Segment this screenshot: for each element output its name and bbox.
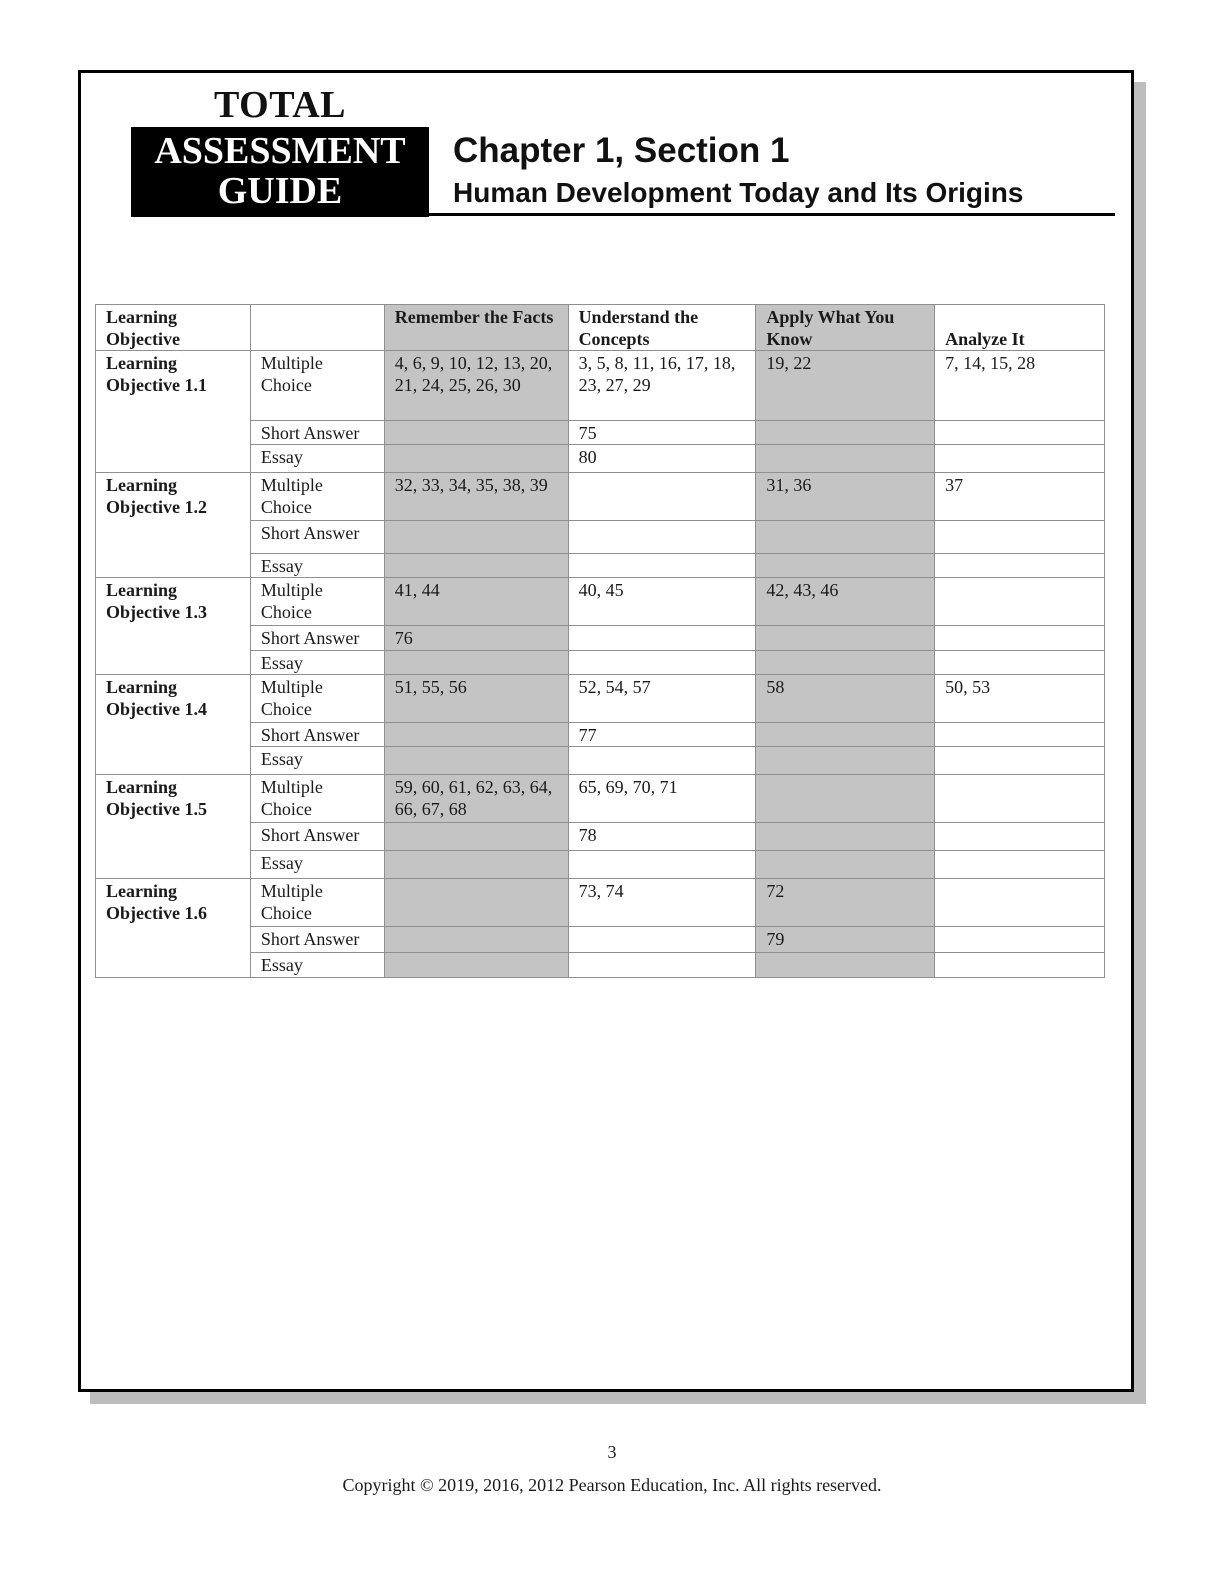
apply-cell: 19, 22	[756, 351, 935, 421]
remember-cell: 32, 33, 34, 35, 38, 39	[384, 473, 568, 521]
header-apply: Apply What You Know	[756, 305, 935, 351]
understand-cell	[568, 554, 756, 578]
understand-cell	[568, 651, 756, 675]
header-analyze: Analyze It	[935, 305, 1105, 351]
guide-logo-box	[131, 127, 429, 217]
chapter-heading	[427, 129, 1115, 216]
learning-objective-cell: Learning Objective 1.6	[96, 879, 251, 978]
apply-cell	[756, 747, 935, 775]
remember-cell	[384, 879, 568, 927]
question-type-cell: Multiple Choice	[250, 473, 384, 521]
analyze-cell: 37	[935, 473, 1105, 521]
analyze-cell	[935, 775, 1105, 823]
table-row	[96, 775, 1105, 823]
understand-cell	[568, 626, 756, 651]
apply-cell	[756, 521, 935, 554]
question-type-cell: Multiple Choice	[250, 775, 384, 823]
analyze-cell: 50, 53	[935, 675, 1105, 723]
analyze-cell	[935, 626, 1105, 651]
understand-cell: 73, 74	[568, 879, 756, 927]
header-question-type	[250, 305, 384, 351]
apply-cell	[756, 626, 935, 651]
remember-cell	[384, 851, 568, 879]
guide-logo-line2: ASSESSMENT	[154, 130, 406, 172]
question-type-cell: Essay	[250, 747, 384, 775]
apply-cell: 58	[756, 675, 935, 723]
understand-cell: 78	[568, 823, 756, 851]
question-type-cell: Short Answer	[250, 927, 384, 953]
analyze-cell	[935, 578, 1105, 626]
header-remember: Remember the Facts	[384, 305, 568, 351]
table-body	[96, 351, 1105, 978]
question-type-cell: Essay	[250, 851, 384, 879]
question-type-cell: Short Answer	[250, 823, 384, 851]
remember-cell: 4, 6, 9, 10, 12, 13, 20, 21, 24, 25, 26, 30	[384, 351, 568, 421]
understand-cell: 52, 54, 57	[568, 675, 756, 723]
table-header-row	[96, 305, 1105, 351]
question-type-cell: Multiple Choice	[250, 879, 384, 927]
apply-cell: 72	[756, 879, 935, 927]
understand-cell: 77	[568, 723, 756, 747]
apply-cell	[756, 554, 935, 578]
analyze-cell	[935, 879, 1105, 927]
remember-cell	[384, 521, 568, 554]
page-frame	[78, 70, 1134, 1392]
apply-cell	[756, 723, 935, 747]
understand-cell	[568, 521, 756, 554]
learning-objective-cell: Learning Objective 1.5	[96, 775, 251, 879]
analyze-cell	[935, 421, 1105, 445]
apply-cell	[756, 775, 935, 823]
remember-cell: 76	[384, 626, 568, 651]
learning-objective-cell: Learning Objective 1.1	[96, 351, 251, 473]
assessment-table	[95, 304, 1105, 978]
question-type-cell: Short Answer	[250, 626, 384, 651]
analyze-cell	[935, 927, 1105, 953]
chapter-title: Chapter 1, Section 1	[453, 131, 790, 170]
analyze-cell	[935, 723, 1105, 747]
understand-cell: 75	[568, 421, 756, 445]
question-type-cell: Multiple Choice	[250, 351, 384, 421]
remember-cell	[384, 953, 568, 978]
analyze-cell	[935, 953, 1105, 978]
apply-cell: 79	[756, 927, 935, 953]
table-row	[96, 578, 1105, 626]
analyze-cell	[935, 521, 1105, 554]
remember-cell	[384, 651, 568, 675]
understand-cell: 80	[568, 445, 756, 473]
page-number: 3	[607, 1442, 617, 1462]
table-row	[96, 473, 1105, 521]
apply-cell	[756, 851, 935, 879]
copyright-notice: Copyright © 2019, 2016, 2012 Pearson Education, Inc. All rights reserved.	[342, 1475, 882, 1495]
apply-cell: 31, 36	[756, 473, 935, 521]
apply-cell	[756, 651, 935, 675]
question-type-cell: Short Answer	[250, 421, 384, 445]
learning-objective-cell: Learning Objective 1.2	[96, 473, 251, 578]
guide-logo-line1: TOTAL	[213, 84, 347, 126]
question-type-cell: Essay	[250, 554, 384, 578]
analyze-cell	[935, 851, 1105, 879]
understand-cell	[568, 473, 756, 521]
understand-cell: 40, 45	[568, 578, 756, 626]
analyze-cell	[935, 445, 1105, 473]
remember-cell	[384, 554, 568, 578]
apply-cell	[756, 823, 935, 851]
apply-cell	[756, 421, 935, 445]
understand-cell	[568, 953, 756, 978]
header-understand: Understand the Concepts	[568, 305, 756, 351]
header-learning-objective: Learning Objective	[96, 305, 251, 351]
understand-cell	[568, 851, 756, 879]
guide-logo	[131, 85, 429, 217]
remember-cell: 59, 60, 61, 62, 63, 64, 66, 67, 68	[384, 775, 568, 823]
remember-cell	[384, 747, 568, 775]
understand-cell: 3, 5, 8, 11, 16, 17, 18, 23, 27, 29	[568, 351, 756, 421]
analyze-cell	[935, 823, 1105, 851]
remember-cell: 51, 55, 56	[384, 675, 568, 723]
table-row	[96, 351, 1105, 421]
understand-cell	[568, 747, 756, 775]
analyze-cell	[935, 651, 1105, 675]
understand-cell: 65, 69, 70, 71	[568, 775, 756, 823]
question-type-cell: Multiple Choice	[250, 578, 384, 626]
learning-objective-cell: Learning Objective 1.3	[96, 578, 251, 675]
remember-cell	[384, 723, 568, 747]
table-row	[96, 675, 1105, 723]
apply-cell	[756, 445, 935, 473]
question-type-cell: Essay	[250, 953, 384, 978]
analyze-cell: 7, 14, 15, 28	[935, 351, 1105, 421]
analyze-cell	[935, 554, 1105, 578]
apply-cell	[756, 953, 935, 978]
question-type-cell: Essay	[250, 651, 384, 675]
analyze-cell	[935, 747, 1105, 775]
remember-cell	[384, 445, 568, 473]
section-subtitle: Human Development Today and Its Origins	[453, 177, 1024, 208]
remember-cell	[384, 823, 568, 851]
question-type-cell: Short Answer	[250, 723, 384, 747]
remember-cell: 41, 44	[384, 578, 568, 626]
apply-cell: 42, 43, 46	[756, 578, 935, 626]
table-row	[96, 879, 1105, 927]
understand-cell	[568, 927, 756, 953]
question-type-cell: Short Answer	[250, 521, 384, 554]
question-type-cell: Multiple Choice	[250, 675, 384, 723]
remember-cell	[384, 927, 568, 953]
question-type-cell: Essay	[250, 445, 384, 473]
learning-objective-cell: Learning Objective 1.4	[96, 675, 251, 775]
guide-logo-line3: GUIDE	[217, 170, 343, 212]
remember-cell	[384, 421, 568, 445]
